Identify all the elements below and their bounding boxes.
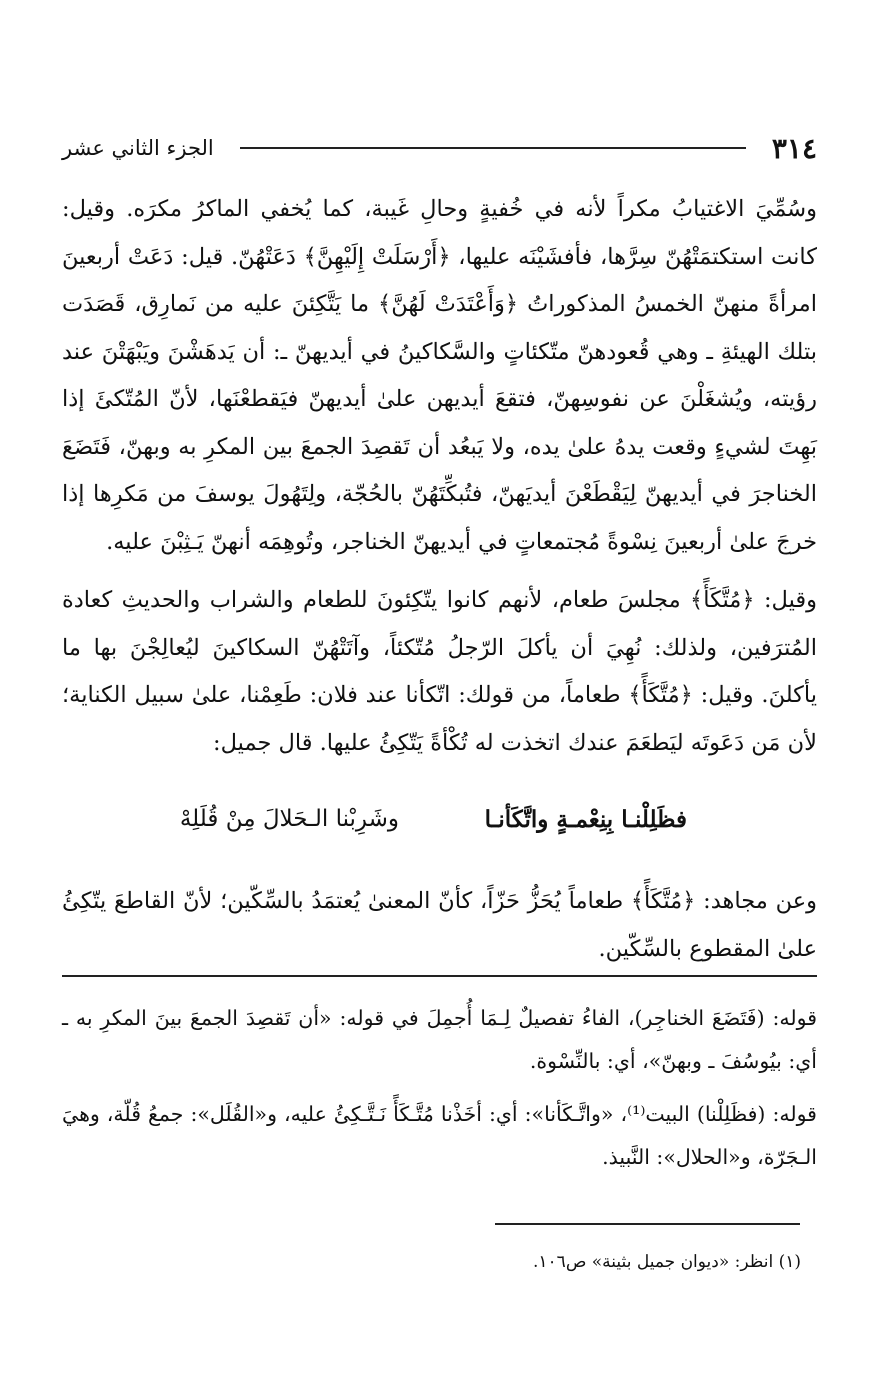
main-text-closing: [62, 878, 817, 984]
commentary-paragraph: قوله: (فَتَضَعَ الخناجِر)، الفاءُ تفصيلٌ لِـمَا أُجمِلَ في قوله: «أن تَقصِدَ الجمعَ بينَ المكرِ به ـ أي: بيُوسُفَ ـ وبهنّ»، أي: بالنِّسْوة.: [62, 1006, 817, 1073]
main-paragraph: وعن مجاهد: ﴿مُتَّكَأً﴾ طعاماً يُحَزُّ حَزّاً، كأنّ المعنىٰ يُعتمَدُ بالسِّكّين؛ لأنّ القاطعَ يتّكِئُ علىٰ المقطوع بالسِّكّين.: [62, 888, 817, 962]
part-title: الجزء الثاني عشر: [62, 136, 214, 160]
poetry-verse: [0, 800, 879, 848]
page-header: [62, 128, 817, 168]
header-rule: [240, 147, 746, 149]
commentary-section: [62, 997, 817, 1189]
verse-first-hemistich: فظَلِلْنـا بِنِعْمـةٍ واتَّكَأنـا: [484, 806, 687, 833]
verse-second-hemistich: وشَرِبْنا الـحَلالَ مِنْ قُلَلِهْ: [179, 806, 399, 832]
footnote-separator: [495, 1223, 800, 1225]
main-paragraph: وقيل: ﴿مُتَّكَأً﴾ مجلسَ طعام، لأنهم كانوا يتّكِئونَ للطعام والشراب والحديثِ كعادة المُترَفين، ولذلك: نُهِيَ أن يأكلَ الرّجلُ مُتّكئاً، وآتَتْهُنّ السكاكينَ ليُعالِجْنَ بها ما يأكلنَ. وقيل: ﴿مُتَّكَأً﴾ طعاماً، من قولك: اتّكأنا عند فلان: طَعِمْنا، علىٰ سبيل الكناية؛ لأن مَن دَعَوتَه ليَطعَمَ عندك اتخذت له تُكْأةً يَتّكِئُ عليها. قال جميل:: [62, 587, 817, 756]
page-number: ٣١٤: [771, 131, 817, 165]
commentary-separator: [62, 975, 817, 977]
commentary-paragraph: قوله: (فظَلِلْنا) البيت⁽¹⁾، «واتَّـكَأنا»: أي: أخَذْنا مُتَّـكَأً نَـتَّـكِئُ عليه، و«القُلَل»: جمعُ قُلّة، وهيَ الـجَرّة، و«الحلال»: النَّبيذ.: [62, 1102, 817, 1169]
footnote: (١) انظر: «ديوان جميل بثينة» ص١٠٦.: [533, 1252, 801, 1272]
main-paragraph: وسُمِّيَ الاغتيابُ مكراً لأنه في خُفيةٍ وحالِ غَيبة، كما يُخفي الماكرُ مكرَه. وقيل: كانت استكتمَتْهُنّ سِرَّها، فأفشَيْنَه عليها، ﴿أَرْسَلَتْ إِلَيْهِنَّ﴾ دَعَتْهُنّ. قيل: دَعَتْ أربعينَ امرأةً منهنّ الخمسُ المذكوراتُ ﴿وَأَعْتَدَتْ لَهُنَّ﴾ ما يَتَّكِئنَ عليه من نَمارِق، قَصَدَت بتلك الهيئةِ ـ وهي قُعودهنّ متّكئاتٍ والسَّكاكينُ في أيديهنّ ـ: أن يَدهَشْنَ ويَبْهَتْنَ عند رؤيته، ويُشغَلْنَ عن نفوسِهنّ، فتقعَ أيديهن علىٰ أيديهنّ فيَقطعْنَها، لأنّ المُتّكئَ إذا بَهِتَ لشيءٍ وقعت يدهُ علىٰ يده، ولا يَبعُد أن تَقصِدَ الجمعَ بين المكرِ به وبهنّ، فَتَضَعَ الخناجرَ في أيديهنّ لِيَقْطَعْنَ أيديَهنّ، فتُبكِّتَهُنّ بالحُجّة، ولِتَهُولَ يوسفَ من مَكرِها إذا خرجَ علىٰ أربعينَ نِسْوةً مُجتمعاتٍ في أيديهنّ الخناجر، وتُوهِمَه أنهنّ يَـثِبْنَ عليه.: [62, 196, 817, 555]
main-text: [62, 186, 817, 778]
